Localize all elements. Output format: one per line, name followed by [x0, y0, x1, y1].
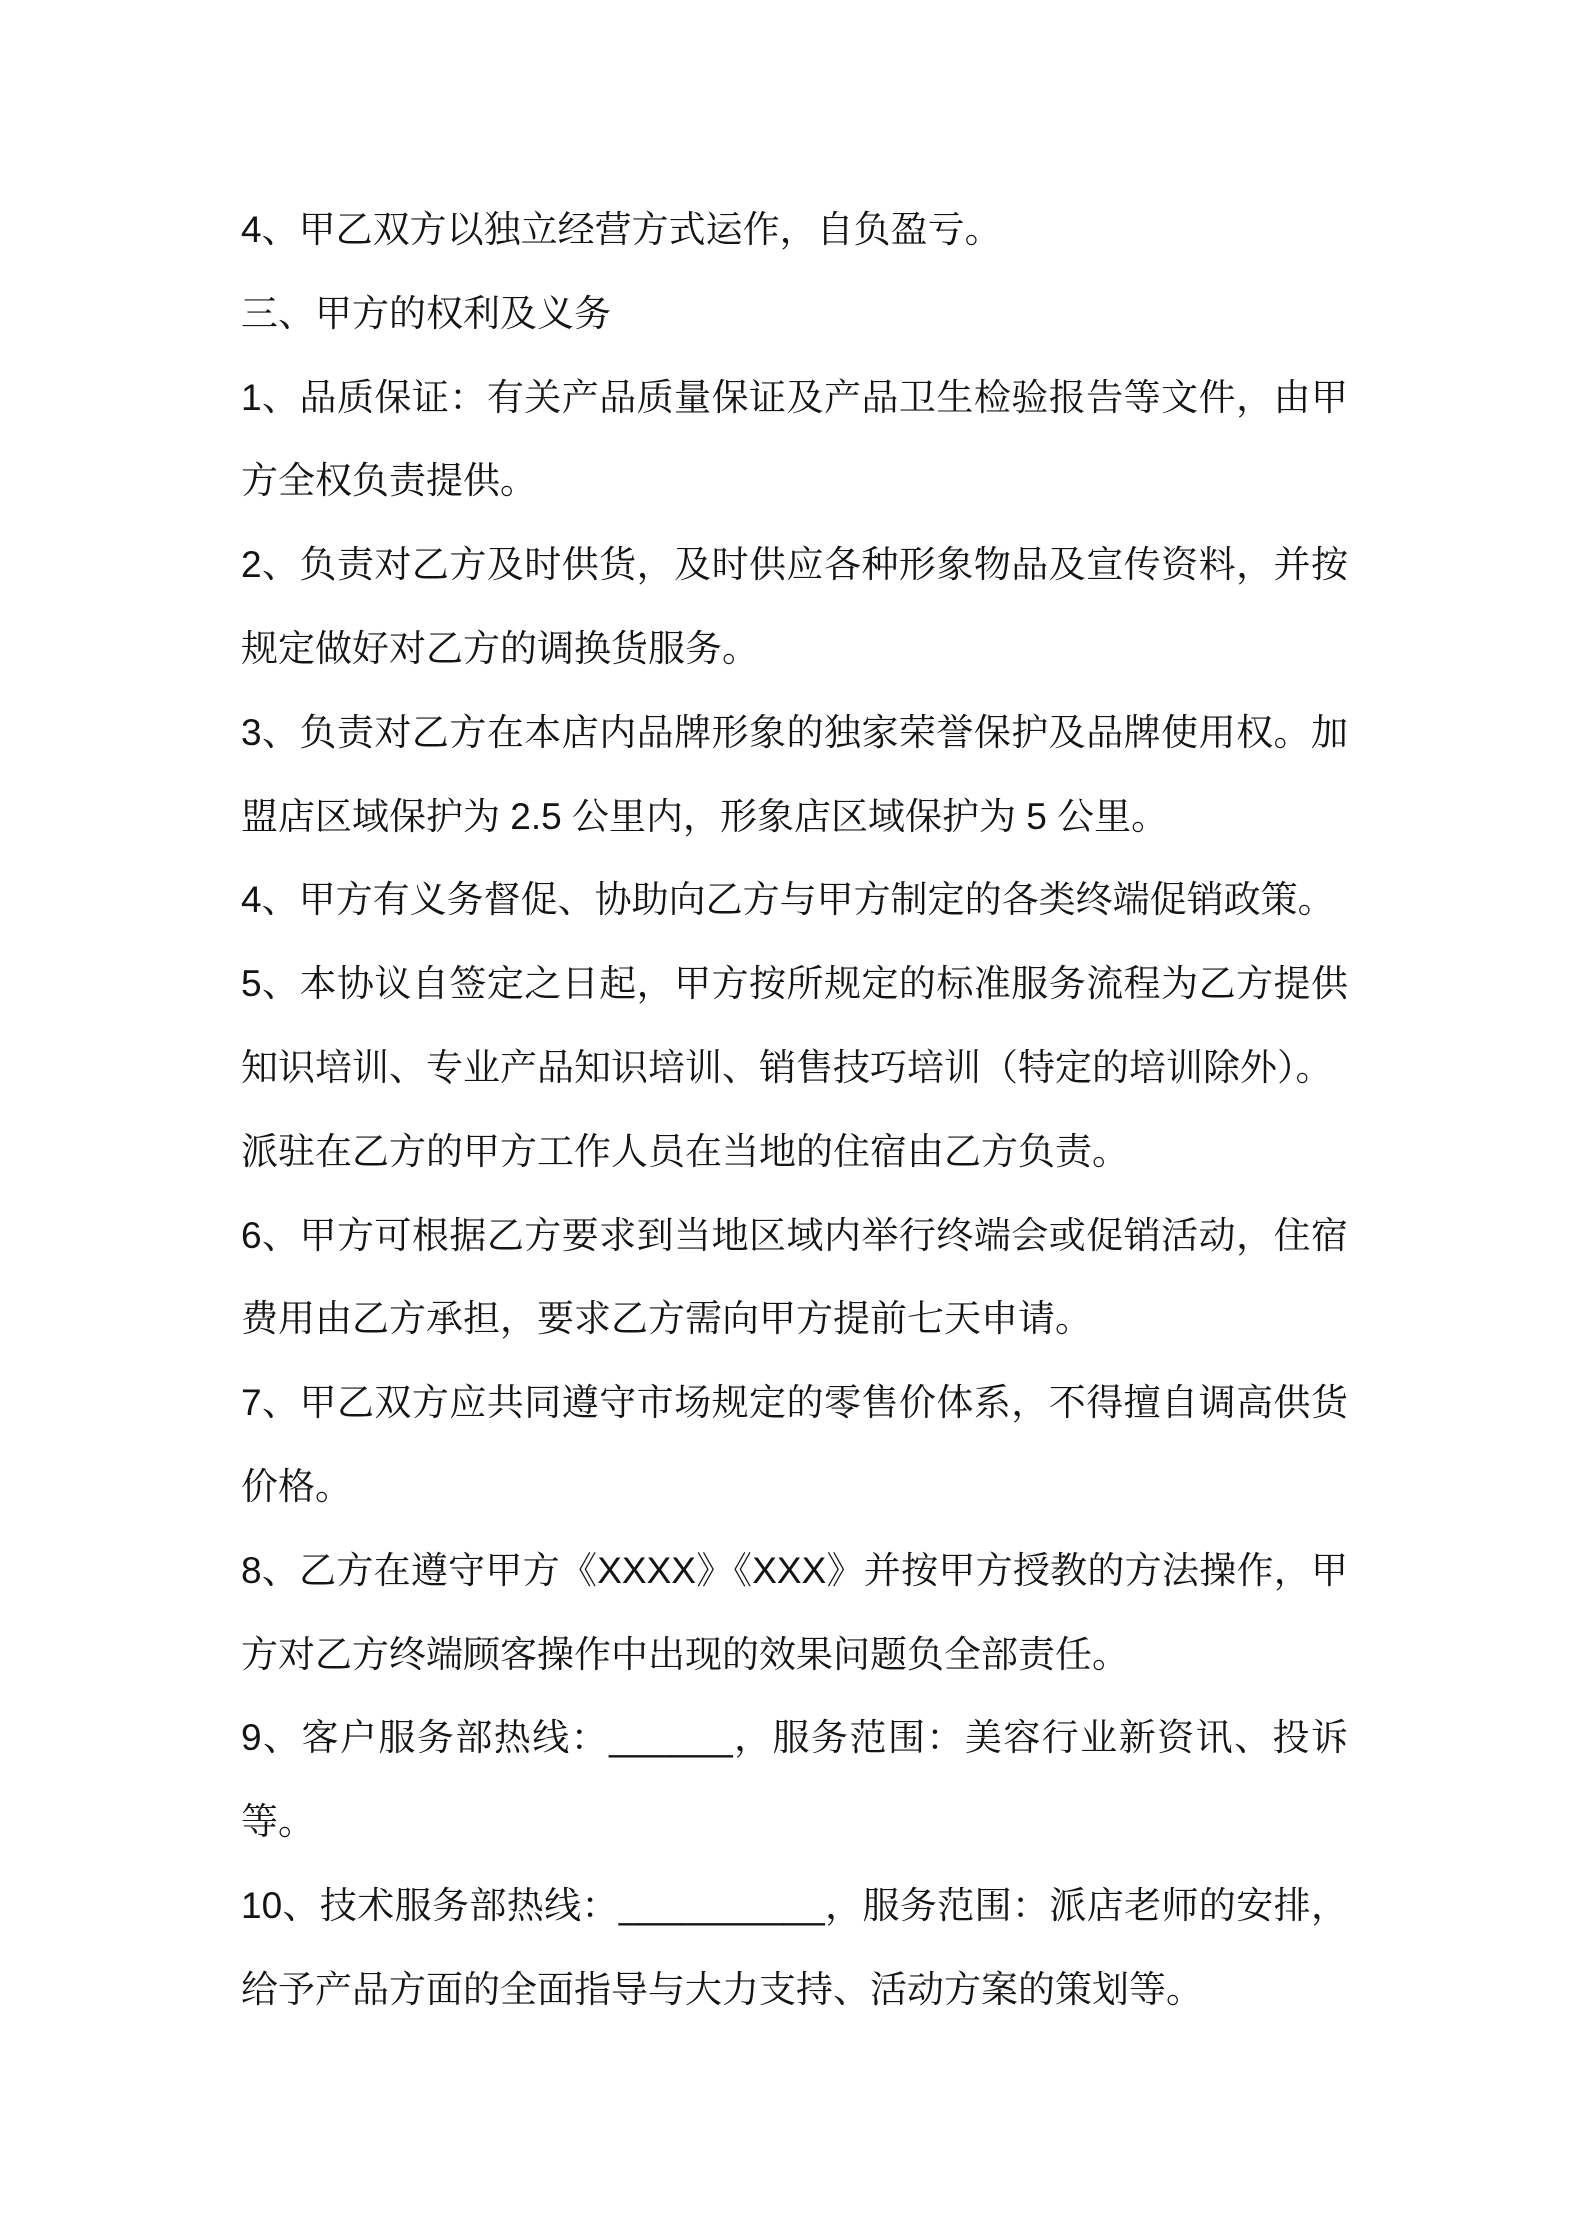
paragraph-clause-4	[241, 858, 1348, 942]
text-line: 派驻在乙方的甲方工作人员在当地的住宿由乙方负责。	[241, 1130, 1129, 1172]
paragraph-clause-10	[241, 1864, 1348, 2032]
text-line: 方对乙方终端顾客操作中出现的效果问题负全部责任。	[241, 1633, 1129, 1675]
paragraph-clause-a4	[241, 188, 1348, 272]
text-line: 3、负责对乙方在本店内品牌形象的独家荣誉保护及品牌使用权。加	[241, 711, 1348, 753]
text-line: 等。	[241, 1801, 315, 1843]
paragraph-clause-8	[241, 1529, 1348, 1697]
text-line: 知识培训、专业产品知识培训、销售技巧培训（特定的培训除外）。	[241, 1046, 1333, 1088]
paragraph-clause-1	[241, 356, 1348, 524]
heading-line: 三、甲方的权利及义务	[241, 292, 611, 334]
paragraph-clause-9	[241, 1696, 1348, 1864]
text-line: 6、甲方可根据乙方要求到当地区域内举行终端会或促销活动，住宿	[241, 1214, 1348, 1256]
text-line: 价格。	[241, 1465, 352, 1507]
text-line: 规定做好对乙方的调换货服务。	[241, 627, 759, 669]
text-line: 4、甲乙双方以独立经营方式运作，自负盈亏。	[241, 209, 1002, 250]
paragraph-clause-7	[241, 1361, 1348, 1529]
text-line: 4、甲方有义务督促、协助向乙方与甲方制定的各类终端促销政策。	[241, 879, 1335, 921]
text-line: 2、负责对乙方及时供货，及时供应各种形象物品及宣传资料，并按	[241, 544, 1348, 586]
text-line: 8、乙方在遵守甲方《XXXX》《XXX》并按甲方授教的方法操作，甲	[241, 1549, 1348, 1591]
text-line: 5、本协议自签定之日起，甲方按所规定的标准服务流程为乙方提供	[241, 963, 1348, 1005]
section-heading	[241, 272, 1348, 356]
text-line: 1、品质保证：有关产品质量保证及产品卫生检验报告等文件，由甲	[241, 376, 1348, 418]
paragraph-clause-2	[241, 523, 1348, 691]
text-line: 盟店区域保护为 2.5 公里内，形象店区域保护为 5 公里。	[241, 795, 1169, 837]
document-body	[241, 188, 1348, 2032]
paragraph-clause-3	[241, 691, 1348, 859]
text-line: 9、客户服务部热线：______，服务范围：美容行业新资讯、投诉	[241, 1717, 1348, 1759]
text-line: 10、技术服务部热线：__________，服务范围：派店老师的安排，	[241, 1884, 1348, 1926]
paragraph-clause-5	[241, 942, 1348, 1193]
text-line: 方全权负责提供。	[241, 460, 537, 502]
text-line: 7、甲乙双方应共同遵守市场规定的零售价体系，不得擅自调高供货	[241, 1382, 1348, 1424]
text-line: 给予产品方面的全面指导与大力支持、活动方案的策划等。	[241, 1968, 1203, 2010]
paragraph-clause-6	[241, 1194, 1348, 1362]
text-line: 费用由乙方承担，要求乙方需向甲方提前七天申请。	[241, 1298, 1092, 1340]
